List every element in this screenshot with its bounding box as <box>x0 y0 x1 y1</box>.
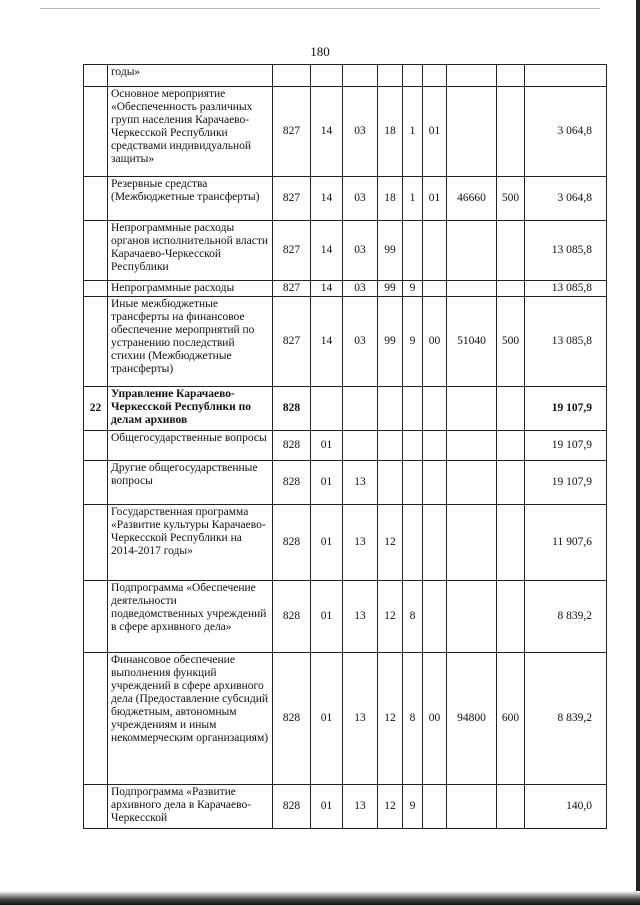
program-code-cell <box>378 461 403 505</box>
ministry-code-cell: 828 <box>273 581 311 653</box>
subprogram-code-cell: 1 <box>403 87 423 177</box>
row-name-cell: Общегосударственные вопросы <box>108 431 273 461</box>
subprogram-code-cell: 8 <box>403 581 423 653</box>
row-name-cell: Финансовое обеспечение выполнения функций учреждений в сфере архивного дела (Предоставление субсидий бюджетным, автономным учреждениям и иным некоммерческим организациям) <box>108 653 273 785</box>
ministry-code-cell: 827 <box>273 221 311 281</box>
direction-code-cell <box>447 505 497 581</box>
program-code-cell: 99 <box>378 281 403 297</box>
subprogram-code-cell <box>403 221 423 281</box>
section-code-cell: 01 <box>311 461 343 505</box>
amount-cell: 19 107,9 <box>525 431 607 461</box>
subsection-code-cell: 03 <box>343 281 378 297</box>
table-row <box>84 297 607 387</box>
section-code-cell: 01 <box>311 785 343 829</box>
event-code-cell <box>423 431 447 461</box>
direction-code-cell <box>447 65 497 87</box>
event-code-cell: 01 <box>423 87 447 177</box>
subsection-code-cell: 03 <box>343 297 378 387</box>
amount-cell: 3 064,8 <box>525 177 607 221</box>
direction-code-cell <box>447 785 497 829</box>
program-code-cell: 18 <box>378 87 403 177</box>
amount-cell: 8 839,2 <box>525 581 607 653</box>
program-code-cell: 12 <box>378 785 403 829</box>
ministry-code-cell: 828 <box>273 461 311 505</box>
row-name-cell: Иные межбюджетные трансферты на финансовое обеспечение мероприятий по устранению последствий стихии (Межбюджетные трансферты) <box>108 297 273 387</box>
table-row <box>84 221 607 281</box>
row-number-cell <box>84 281 108 297</box>
direction-code-cell <box>447 221 497 281</box>
event-code-cell <box>423 65 447 87</box>
ministry-code-cell: 828 <box>273 505 311 581</box>
subsection-code-cell: 13 <box>343 505 378 581</box>
row-name-cell: Резервные средства (Межбюджетные трансферты) <box>108 177 273 221</box>
expense-type-cell <box>497 221 525 281</box>
row-name-cell: Государственная программа «Развитие культуры Карачаево-Черкесской Республики на 2014-2017 годы» <box>108 505 273 581</box>
row-number-cell <box>84 581 108 653</box>
amount-cell: 13 085,8 <box>525 221 607 281</box>
table-row <box>84 505 607 581</box>
program-code-cell <box>378 431 403 461</box>
expense-type-cell <box>497 281 525 297</box>
subprogram-code-cell: 8 <box>403 653 423 785</box>
program-code-cell: 99 <box>378 221 403 281</box>
row-name-cell: Управление Карачаево-Черкесской Республики по делам архивов <box>108 387 273 431</box>
expense-type-cell <box>497 387 525 431</box>
table-row <box>84 87 607 177</box>
ministry-code-cell: 827 <box>273 177 311 221</box>
section-code-cell: 14 <box>311 297 343 387</box>
direction-code-cell <box>447 387 497 431</box>
subsection-code-cell <box>343 431 378 461</box>
event-code-cell: 01 <box>423 177 447 221</box>
row-name-cell: Подпрограмма «Развитие архивного дела в Карачаево-Черкесской <box>108 785 273 829</box>
row-name-cell: Непрограммные расходы органов исполнительной власти Карачаево-Черкесской Республики <box>108 221 273 281</box>
direction-code-cell <box>447 581 497 653</box>
section-code-cell: 01 <box>311 431 343 461</box>
row-number-cell <box>84 65 108 87</box>
section-code-cell: 01 <box>311 653 343 785</box>
subprogram-code-cell <box>403 65 423 87</box>
row-number-cell: 22 <box>84 387 108 431</box>
row-number-cell <box>84 785 108 829</box>
table-row <box>84 461 607 505</box>
table-row <box>84 65 607 87</box>
subsection-code-cell: 03 <box>343 87 378 177</box>
subprogram-code-cell <box>403 431 423 461</box>
section-code-cell: 14 <box>311 177 343 221</box>
amount-cell: 11 907,6 <box>525 505 607 581</box>
scan-edge-right <box>636 0 640 905</box>
subprogram-code-cell <box>403 505 423 581</box>
row-number-cell <box>84 431 108 461</box>
subsection-code-cell <box>343 387 378 431</box>
scan-artifact-line <box>40 8 600 9</box>
table-row <box>84 653 607 785</box>
section-code-cell: 01 <box>311 505 343 581</box>
section-code-cell <box>311 387 343 431</box>
ministry-code-cell: 827 <box>273 297 311 387</box>
section-code-cell: 14 <box>311 87 343 177</box>
subsection-code-cell <box>343 65 378 87</box>
subprogram-code-cell <box>403 387 423 431</box>
program-code-cell <box>378 65 403 87</box>
row-number-cell <box>84 221 108 281</box>
ministry-code-cell: 828 <box>273 785 311 829</box>
event-code-cell <box>423 221 447 281</box>
table-row <box>84 431 607 461</box>
subprogram-code-cell: 9 <box>403 297 423 387</box>
table-row <box>84 581 607 653</box>
expense-type-cell <box>497 87 525 177</box>
subsection-code-cell: 13 <box>343 653 378 785</box>
expense-type-cell <box>497 431 525 461</box>
subprogram-code-cell: 9 <box>403 785 423 829</box>
event-code-cell: 00 <box>423 297 447 387</box>
ministry-code-cell: 827 <box>273 87 311 177</box>
table-row <box>84 281 607 297</box>
program-code-cell: 12 <box>378 581 403 653</box>
amount-cell: 19 107,9 <box>525 461 607 505</box>
budget-table <box>83 64 607 829</box>
section-code-cell: 01 <box>311 581 343 653</box>
ministry-code-cell: 828 <box>273 653 311 785</box>
expense-type-cell <box>497 505 525 581</box>
subprogram-code-cell <box>403 461 423 505</box>
event-code-cell <box>423 387 447 431</box>
table-row <box>84 785 607 829</box>
subprogram-code-cell: 9 <box>403 281 423 297</box>
subsection-code-cell: 13 <box>343 461 378 505</box>
ministry-code-cell: 828 <box>273 431 311 461</box>
expense-type-cell: 500 <box>497 297 525 387</box>
row-number-cell <box>84 505 108 581</box>
table-row <box>84 387 607 431</box>
subsection-code-cell: 13 <box>343 581 378 653</box>
section-code-cell <box>311 65 343 87</box>
page-number: 180 <box>310 44 330 59</box>
subprogram-code-cell: 1 <box>403 177 423 221</box>
event-code-cell <box>423 281 447 297</box>
expense-type-cell: 600 <box>497 653 525 785</box>
program-code-cell: 12 <box>378 653 403 785</box>
amount-cell: 13 085,8 <box>525 281 607 297</box>
amount-cell: 19 107,9 <box>525 387 607 431</box>
direction-code-cell <box>447 87 497 177</box>
expense-type-cell <box>497 785 525 829</box>
amount-cell: 3 064,8 <box>525 87 607 177</box>
expense-type-cell: 500 <box>497 177 525 221</box>
table-row <box>84 177 607 221</box>
row-number-cell <box>84 177 108 221</box>
event-code-cell <box>423 461 447 505</box>
program-code-cell <box>378 387 403 431</box>
row-name-cell: Подпрограмма «Обеспечение деятельности подведомственных учреждений в сфере архивного дела» <box>108 581 273 653</box>
subsection-code-cell: 13 <box>343 785 378 829</box>
row-name-cell: Основное мероприятие «Обеспеченность различных групп населения Карачаево-Черкесской Республики средствами индивидуальной защиты» <box>108 87 273 177</box>
direction-code-cell <box>447 461 497 505</box>
row-number-cell <box>84 87 108 177</box>
direction-code-cell <box>447 431 497 461</box>
expense-type-cell <box>497 581 525 653</box>
section-code-cell: 14 <box>311 221 343 281</box>
event-code-cell <box>423 785 447 829</box>
row-name-cell: Другие общегосударственные вопросы <box>108 461 273 505</box>
direction-code-cell: 94800 <box>447 653 497 785</box>
expense-type-cell <box>497 65 525 87</box>
amount-cell: 8 839,2 <box>525 653 607 785</box>
ministry-code-cell: 828 <box>273 387 311 431</box>
event-code-cell: 00 <box>423 653 447 785</box>
direction-code-cell <box>447 281 497 297</box>
row-name-cell: Непрограммные расходы <box>108 281 273 297</box>
event-code-cell <box>423 581 447 653</box>
expense-type-cell <box>497 461 525 505</box>
row-number-cell <box>84 297 108 387</box>
program-code-cell: 18 <box>378 177 403 221</box>
direction-code-cell: 46660 <box>447 177 497 221</box>
subsection-code-cell: 03 <box>343 221 378 281</box>
event-code-cell <box>423 505 447 581</box>
scan-edge-bottom <box>0 891 640 905</box>
amount-cell: 13 085,8 <box>525 297 607 387</box>
subsection-code-cell: 03 <box>343 177 378 221</box>
section-code-cell: 14 <box>311 281 343 297</box>
program-code-cell: 12 <box>378 505 403 581</box>
table-body <box>84 65 607 829</box>
ministry-code-cell: 827 <box>273 281 311 297</box>
row-number-cell <box>84 653 108 785</box>
direction-code-cell: 51040 <box>447 297 497 387</box>
amount-cell: 140,0 <box>525 785 607 829</box>
row-number-cell <box>84 461 108 505</box>
amount-cell <box>525 65 607 87</box>
program-code-cell: 99 <box>378 297 403 387</box>
ministry-code-cell <box>273 65 311 87</box>
row-name-cell: годы» <box>108 65 273 87</box>
